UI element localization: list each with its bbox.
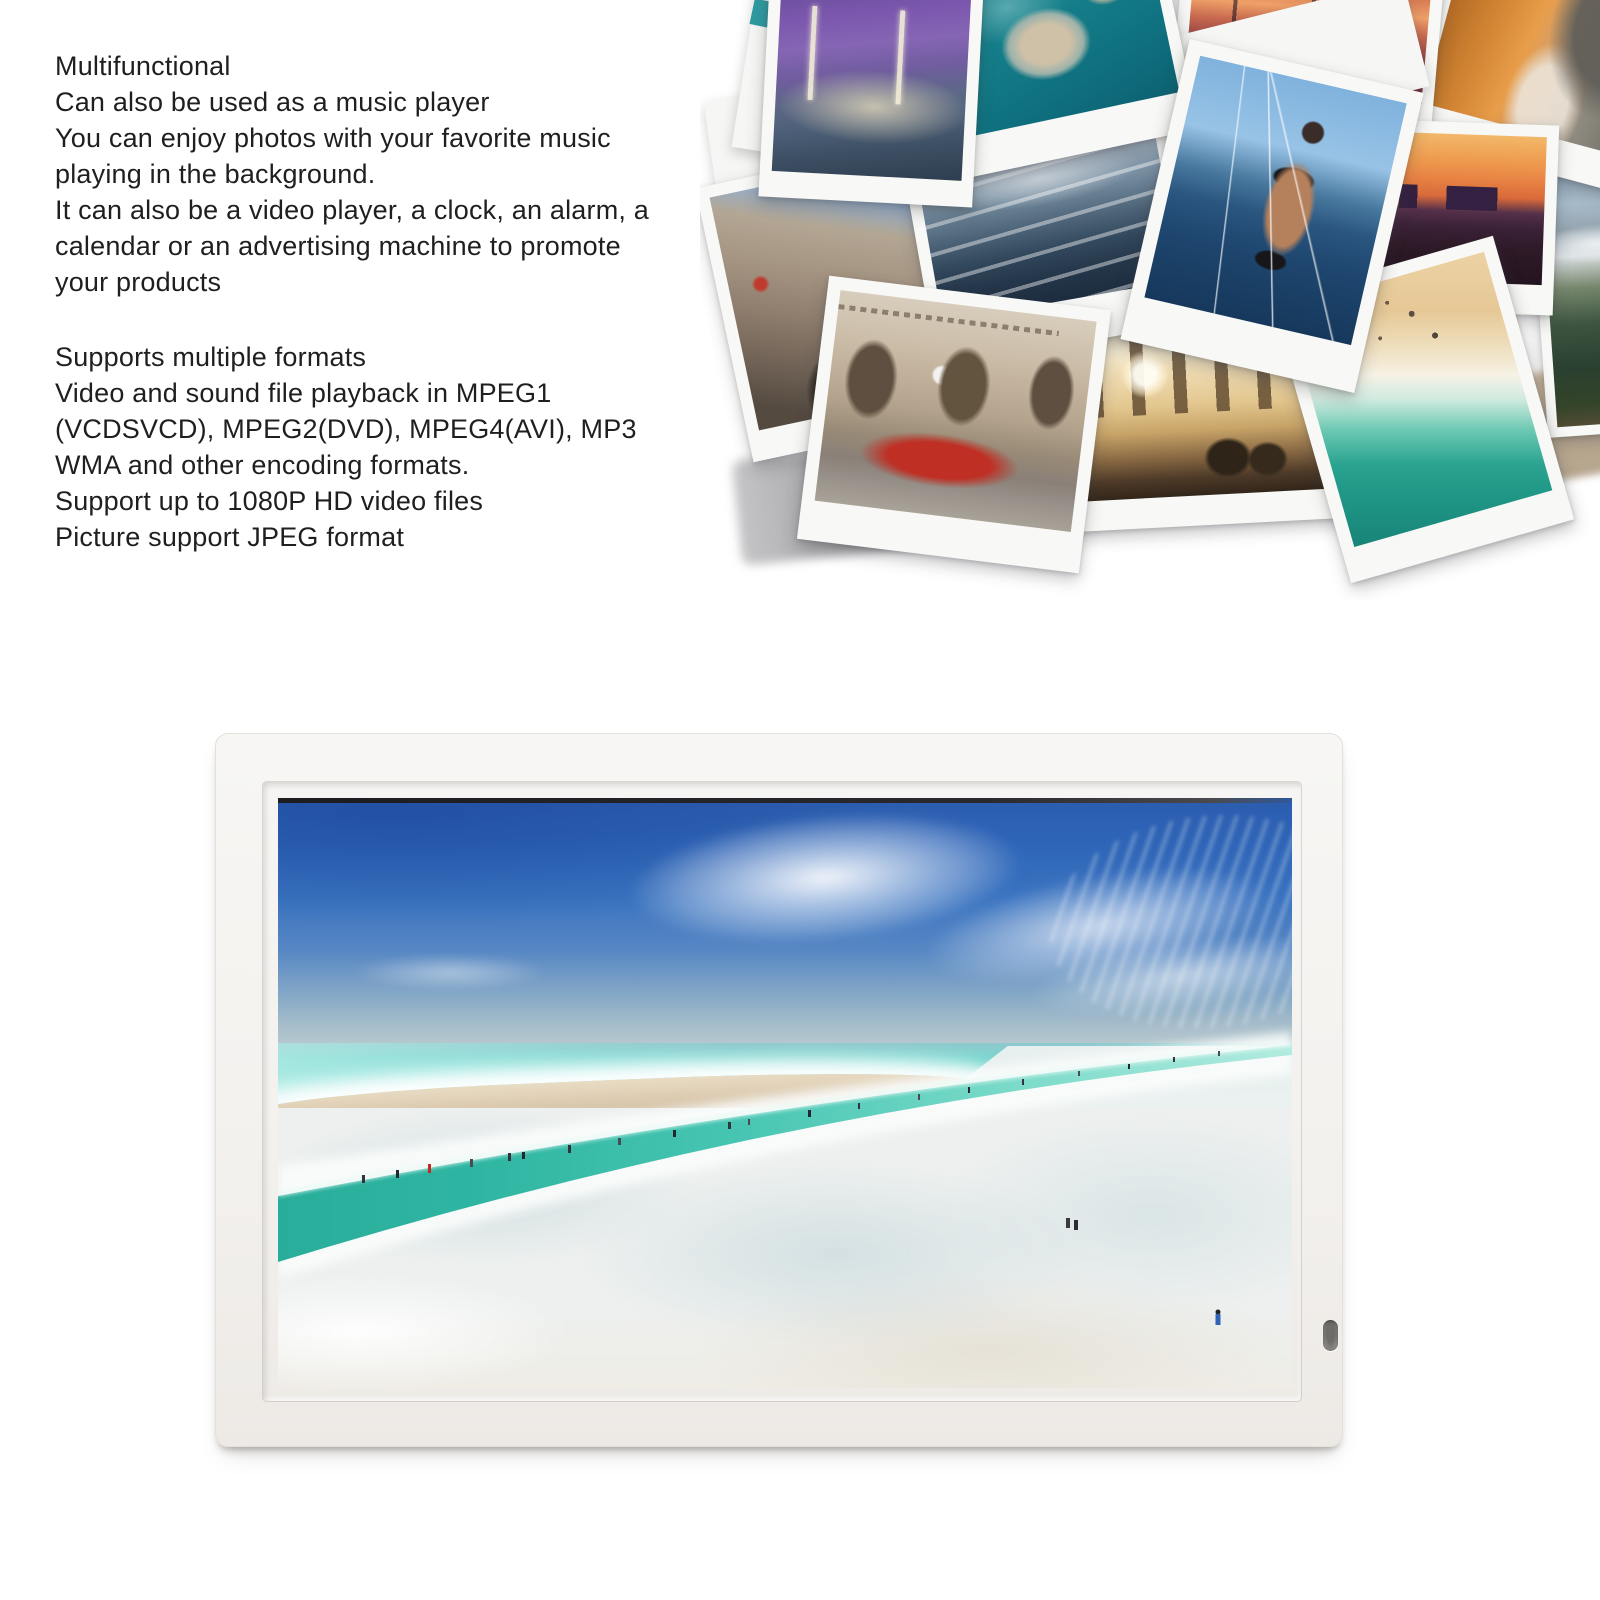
photo-woman-on-sailboat bbox=[1144, 56, 1406, 345]
product-description bbox=[55, 48, 745, 555]
screen-top-edge bbox=[278, 798, 1292, 803]
photo-scooter-rider-old-town bbox=[815, 290, 1097, 532]
photo-collage bbox=[700, 0, 1600, 600]
description-paragraph-formats bbox=[55, 339, 745, 555]
text-line: It can also be a video player, a clock, an alarm, a bbox=[55, 195, 650, 225]
description-paragraph-multifunctional bbox=[55, 48, 745, 300]
digital-photo-frame bbox=[215, 733, 1343, 1447]
ir-sensor bbox=[1323, 1320, 1338, 1351]
text-line: Support up to 1080P HD video files bbox=[55, 486, 484, 516]
text-line: Video and sound file playback in MPEG1 bbox=[55, 378, 552, 408]
text-line: playing in the background. bbox=[55, 159, 376, 189]
text-line: Picture support JPEG format bbox=[55, 522, 405, 552]
frame-screen bbox=[278, 798, 1292, 1388]
photo-blue-mosque-night bbox=[772, 0, 971, 181]
polaroid-scooter-rider-old-town bbox=[797, 276, 1111, 574]
text-line: (VCDSVCD), MPEG2(DVD), MPEG4(AVI), MP3 bbox=[55, 414, 637, 444]
text-line: WMA and other encoding formats. bbox=[55, 450, 470, 480]
text-line: your products bbox=[55, 267, 222, 297]
text-line: Supports multiple formats bbox=[55, 342, 367, 372]
tiny-people-on-flats bbox=[1066, 1218, 1221, 1325]
text-line: Multifunctional bbox=[55, 51, 231, 81]
text-line: You can enjoy photos with your favorite music bbox=[55, 123, 611, 153]
text-line: Can also be used as a music player bbox=[55, 87, 490, 117]
polaroid-blue-mosque-night bbox=[758, 0, 983, 207]
screen-teal-channel bbox=[278, 798, 1292, 1388]
text-line: calendar or an advertising machine to promote bbox=[55, 231, 621, 261]
